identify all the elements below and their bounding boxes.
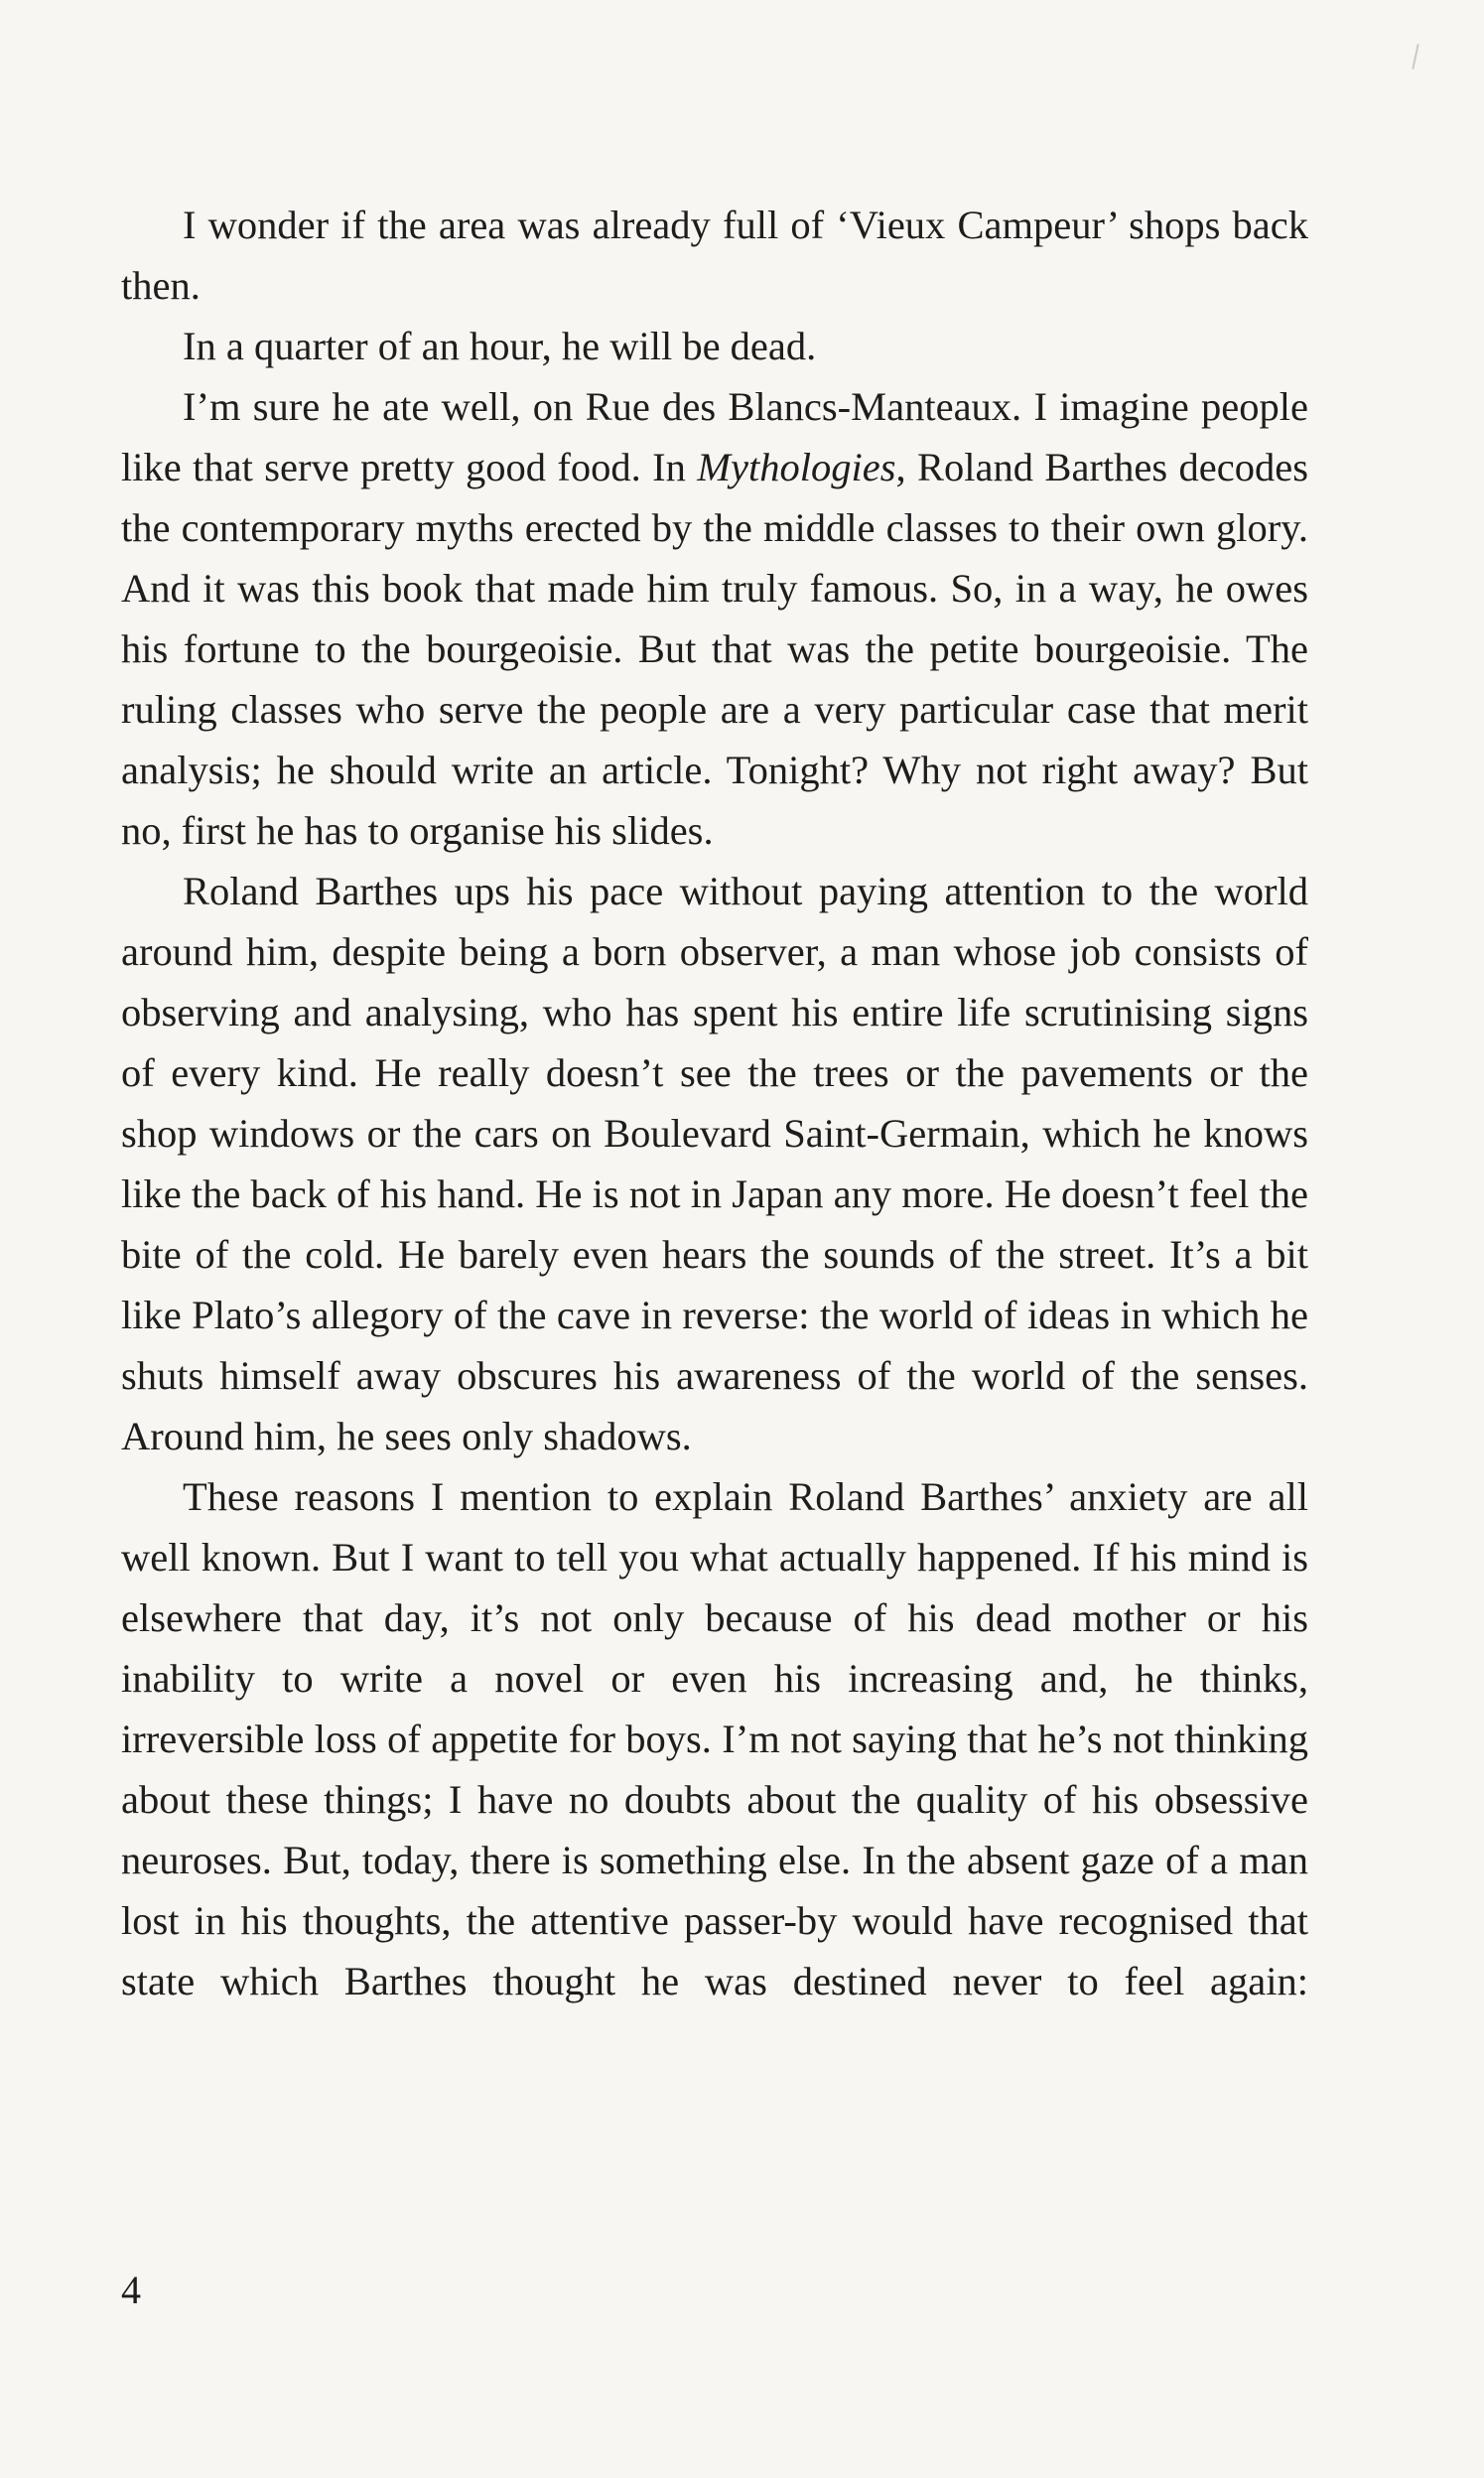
paragraph-4-text: Roland Barthes ups his pace without paying attention to the world around him, despite being a born observer, a man whose job consists of observing and analysing, who has spent his entire life scrutinising signs of every kind. He really doesn’t see the trees or the pavements or the shop windows or the cars on Boulevard Saint-Germain, which he knows like the back of his hand. He is not in Japan any more. He doesn’t feel the bite of the cold. He barely even hears the sounds of the street. It’s a bit like Plato’s allegory of the cave in reverse: the world of ideas in which he shuts himself away obscures his awareness of the world of the senses. Around him, he sees only shadows.	[121, 869, 1308, 1458]
paragraph-3	[121, 376, 1308, 861]
paragraph-1-text: I wonder if the area was already full of ‘Vieux Campeur’ shops back then.	[121, 203, 1308, 308]
paragraph-5-text: These reasons I mention to explain Roland Barthes’ anxiety are all well known. But I want to tell you what actually happened. If his mind is elsewhere that day, it’s not only because of his dead mother or his inability to write a novel or even his increasing and, he thinks, irreversible loss of appetite for boys. I’m not saying that he’s not thinking about these things; I have no doubts about the quality of his obsessive neuroses. But, today, there is something else. In the absent gaze of a man lost in his thoughts, the attentive passer-by would have recognised that state which Barthes thought he was destined never to feel again:	[121, 1474, 1308, 2003]
scan-mark	[1412, 44, 1418, 69]
paragraph-2-text: In a quarter of an hour, he will be dead.	[183, 324, 817, 368]
page-number: 4	[121, 2268, 141, 2312]
paragraph-5	[121, 1466, 1308, 2011]
paragraph-2	[121, 316, 1308, 376]
paragraph-1	[121, 195, 1308, 316]
paragraph-3-text-before: I’m sure he ate well, on Rue des Blancs-Manteaux. I imagine people like that serve pretty good food. In	[121, 384, 1308, 489]
book-title-mythologies: Mythologies	[697, 445, 896, 489]
paragraph-3-text-after: , Roland Barthes decodes the contemporary myths erected by the middle classes to their own glory. And it was this book that made him truly famous. So, in a way, he owes his fortune to the bourgeoisie. But that was the petite bourgeoisie. The ruling classes who serve the people are a very particular case that merit analysis; he should write an article. Tonight? Why not right away? But no, first he has to organise his slides.	[121, 445, 1308, 853]
paragraph-4	[121, 861, 1308, 1466]
body-text	[121, 195, 1308, 2011]
